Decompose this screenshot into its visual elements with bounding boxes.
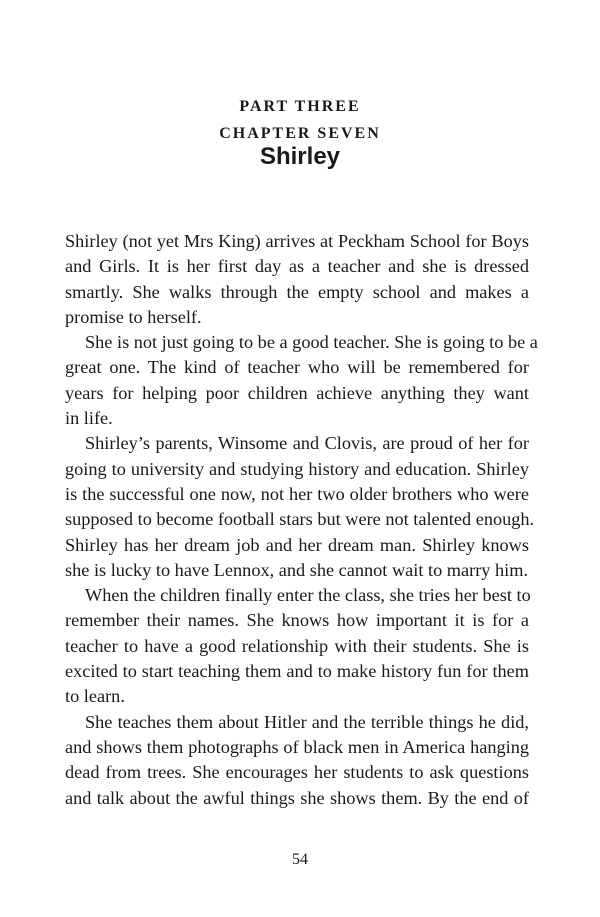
text-line: excited to start teaching them and to make history fun for them [65,661,529,682]
text-line: smartly. She walks through the empty school and makes a [65,281,529,302]
text-line: Shirley’s parents, Winsome and Clovis, are proud of her for [85,433,529,454]
chapter-heading: CHAPTER SEVEN [219,125,381,142]
text-line: and Girls. It is her first day as a teacher and she is dressed [65,256,529,277]
text-line: dead from trees. She encourages her students to ask questions [65,762,529,783]
text-line: teacher to have a good relationship with their students. She is [65,635,529,656]
text-line: promise to herself. [65,306,202,327]
text-line: supposed to become football stars but were not talented enough. [65,509,535,530]
text-line: She teaches them about Hitler and the terrible things he did, [85,711,529,732]
text-line: is the successful one now, not her two older brothers who were [65,483,529,504]
page-number: 54 [292,851,308,868]
body-text [65,229,538,811]
text-line: remember their names. She knows how important it is for a [65,610,529,631]
text-line: to learn. [65,686,125,707]
text-line: Shirley (not yet Mrs King) arrives at Peckham School for Boys [65,231,529,251]
text-line: going to university and studying history and education. Shirley [65,458,529,479]
text-line: When the children finally enter the class, she tries her best to [85,585,531,606]
text-line: and talk about the awful things she shows them. By the end of [65,787,529,808]
part-heading: PART THREE [239,98,361,115]
text-line: in life. [65,408,113,429]
text-line: Shirley has her dream job and her dream man. Shirley knows [65,534,529,555]
text-line: great one. The kind of teacher who will be remembered for [65,357,529,378]
text-line: and shows them photographs of black men in America hanging [65,736,529,757]
chapter-title: Shirley [259,143,341,170]
text-line: she is lucky to have Lennox, and she cannot wait to marry him. [65,559,529,580]
text-line: years for helping poor children achieve anything they want [65,382,529,403]
text-line: She is not just going to be a good teacher. She is going to be a [85,332,538,353]
